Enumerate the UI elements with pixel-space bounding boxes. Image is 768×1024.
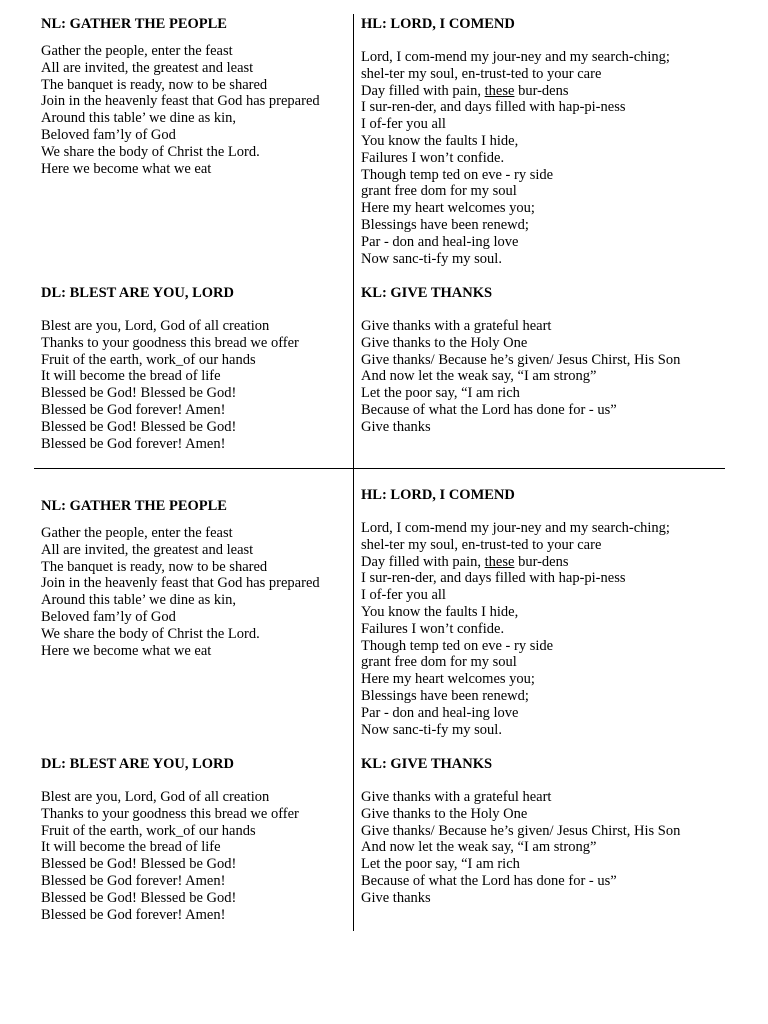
lyric-fragment: bur-dens	[514, 82, 569, 99]
lyric-fragment: Day filled with pain,	[361, 82, 485, 99]
lyric-line: I sur-ren-der, and days filled with hap-pi-ness	[361, 570, 626, 587]
lyric-line: Fruit of the earth, work_of our hands	[41, 822, 256, 839]
lyric-line: Beloved fam’ly of God	[41, 126, 176, 143]
lyric-line: Failures I won’t confide.	[361, 149, 505, 166]
lyric-line: I of-fer you all	[361, 587, 446, 604]
lyric-line: I sur-ren-der, and days filled with hap-pi-ness	[361, 99, 626, 116]
lyric-line: You know the faults I hide,	[361, 603, 519, 620]
lyric-line: Failures I won’t confide.	[361, 620, 505, 637]
lyric-line: Give thanks	[361, 889, 431, 906]
lyric-line: Blessed be God! Blessed be God!	[41, 889, 237, 906]
lyric-line: Blessed be God! Blessed be God!	[41, 385, 237, 402]
song-hl	[361, 16, 670, 267]
lyric-line: Blessed be God! Blessed be God!	[41, 418, 237, 435]
lyric-line: shel-ter my soul, en-trust-ted to your care	[361, 536, 602, 553]
column-divider-top	[353, 14, 354, 468]
lyric-line: Because of what the Lord has done for - us”	[361, 872, 617, 889]
song-dl	[41, 756, 299, 923]
song-nl	[41, 16, 320, 177]
lyric-line: Blessed be God forever! Amen!	[41, 435, 226, 452]
lyric-line: Blessings have been renewd;	[361, 687, 529, 704]
lyric-line: Though temp ted on eve - ry side	[361, 637, 554, 654]
lyric-line: Here my heart welcomes you;	[361, 671, 535, 688]
lyric-line: It will become the bread of life	[41, 839, 221, 856]
lyric-line: Blessed be God forever! Amen!	[41, 401, 226, 418]
underlined-word: these	[484, 553, 515, 570]
lyric-line: Blessed be God forever! Amen!	[41, 906, 226, 923]
lyric-line: I of-fer you all	[361, 116, 446, 133]
song-title: HL: LORD, I COMEND	[361, 487, 515, 503]
song-lyrics	[41, 318, 299, 452]
song-hl	[361, 487, 670, 738]
lyric-line: Blessed be God forever! Amen!	[41, 872, 226, 889]
lyric-line: Now sanc-ti-fy my soul.	[361, 250, 502, 267]
lyric-line: Around this table’ we dine as kin,	[41, 110, 237, 127]
lyric-line: Give thanks/ Because he’s given/ Jesus Chirst, His Son	[361, 822, 681, 839]
lyric-line: Around this table’ we dine as kin,	[41, 592, 237, 609]
lyric-line: It will become the bread of life	[41, 368, 221, 385]
lyric-line: Here my heart welcomes you;	[361, 200, 535, 217]
lyric-line: Because of what the Lord has done for - us”	[361, 401, 617, 418]
lyric-line: Give thanks	[361, 418, 431, 435]
lyric-line: Lord, I com-mend my jour-ney and my search-ching;	[361, 520, 670, 536]
lyric-line: We share the body of Christ the Lord.	[41, 625, 260, 642]
lyric-line: Here we become what we eat	[41, 160, 212, 177]
lyric-line: grant free dom for my soul	[361, 183, 517, 200]
song-title: KL: GIVE THANKS	[361, 285, 493, 301]
lyric-line: Fruit of the earth, work_of our hands	[41, 351, 256, 368]
song-kl	[361, 756, 680, 907]
lyric-line: Give thanks with a grateful heart	[361, 789, 552, 805]
song-title: DL: BLEST ARE YOU, LORD	[41, 756, 234, 772]
lyric-line: Par - don and heal-ing love	[361, 704, 519, 721]
lyric-line: Par - don and heal-ing love	[361, 233, 519, 250]
lyric-line	[361, 83, 670, 100]
song-title: HL: LORD, I COMEND	[361, 16, 515, 32]
lyric-line: Gather the people, enter the feast	[41, 525, 233, 541]
lyric-fragment: bur-dens	[514, 553, 569, 570]
lyric-line: Beloved fam’ly of God	[41, 608, 176, 625]
lyric-line: Blest are you, Lord, God of all creation	[41, 789, 270, 805]
lyric-line: Blest are you, Lord, God of all creation	[41, 318, 270, 334]
lyric-line: Give thanks with a grateful heart	[361, 318, 552, 334]
underlined-word: these	[484, 82, 515, 99]
lyric-line: And now let the weak say, “I am strong”	[361, 368, 597, 385]
lyric-line: Though temp ted on eve - ry side	[361, 166, 554, 183]
lyric-line: The banquet is ready, now to be shared	[41, 76, 268, 93]
lyric-fragment: Day filled with pain,	[361, 553, 485, 570]
lyric-line: Gather the people, enter the feast	[41, 43, 233, 59]
song-title: KL: GIVE THANKS	[361, 756, 493, 772]
song-title: NL: GATHER THE PEOPLE	[41, 498, 227, 514]
song-lyrics	[41, 789, 299, 923]
lyric-line: Lord, I com-mend my jour-ney and my search-ching;	[361, 49, 670, 65]
lyric-line: Thanks to your goodness this bread we offer	[41, 805, 299, 822]
lyric-line: Let the poor say, “I am rich	[361, 856, 520, 873]
lyric-line: And now let the weak say, “I am strong”	[361, 839, 597, 856]
lyric-line: Join in the heavenly feast that God has prepared	[41, 575, 320, 592]
song-dl	[41, 285, 299, 452]
lyric-line: All are invited, the greatest and least	[41, 59, 254, 76]
song-nl	[41, 498, 320, 659]
lyric-line: Thanks to your goodness this bread we offer	[41, 334, 299, 351]
lyric-line: Give thanks/ Because he’s given/ Jesus Chirst, His Son	[361, 351, 681, 368]
lyric-line: You know the faults I hide,	[361, 132, 519, 149]
lyric-line: Here we become what we eat	[41, 642, 212, 659]
lyric-line: Join in the heavenly feast that God has prepared	[41, 93, 320, 110]
song-lyrics	[361, 318, 680, 436]
lyric-line: Give thanks to the Holy One	[361, 805, 528, 822]
song-lyrics	[41, 43, 320, 177]
song-title: DL: BLEST ARE YOU, LORD	[41, 285, 234, 301]
lyric-line: Blessings have been renewd;	[361, 216, 529, 233]
lyric-line: grant free dom for my soul	[361, 654, 517, 671]
song-title: NL: GATHER THE PEOPLE	[41, 16, 227, 32]
song-lyrics	[361, 49, 670, 267]
lyric-line: Give thanks to the Holy One	[361, 334, 528, 351]
song-lyrics	[41, 525, 320, 659]
song-kl	[361, 285, 680, 436]
lyric-line: shel-ter my soul, en-trust-ted to your care	[361, 65, 602, 82]
song-lyrics	[361, 789, 680, 907]
lyric-line: Let the poor say, “I am rich	[361, 385, 520, 402]
lyric-line: We share the body of Christ the Lord.	[41, 143, 260, 160]
lyric-line: The banquet is ready, now to be shared	[41, 558, 268, 575]
column-divider-bottom	[353, 469, 354, 931]
song-lyrics	[361, 520, 670, 738]
lyric-line: Now sanc-ti-fy my soul.	[361, 721, 502, 738]
lyric-line: Blessed be God! Blessed be God!	[41, 856, 237, 873]
lyric-line	[361, 554, 670, 571]
page-cut-line	[34, 468, 725, 469]
lyric-line: All are invited, the greatest and least	[41, 541, 254, 558]
